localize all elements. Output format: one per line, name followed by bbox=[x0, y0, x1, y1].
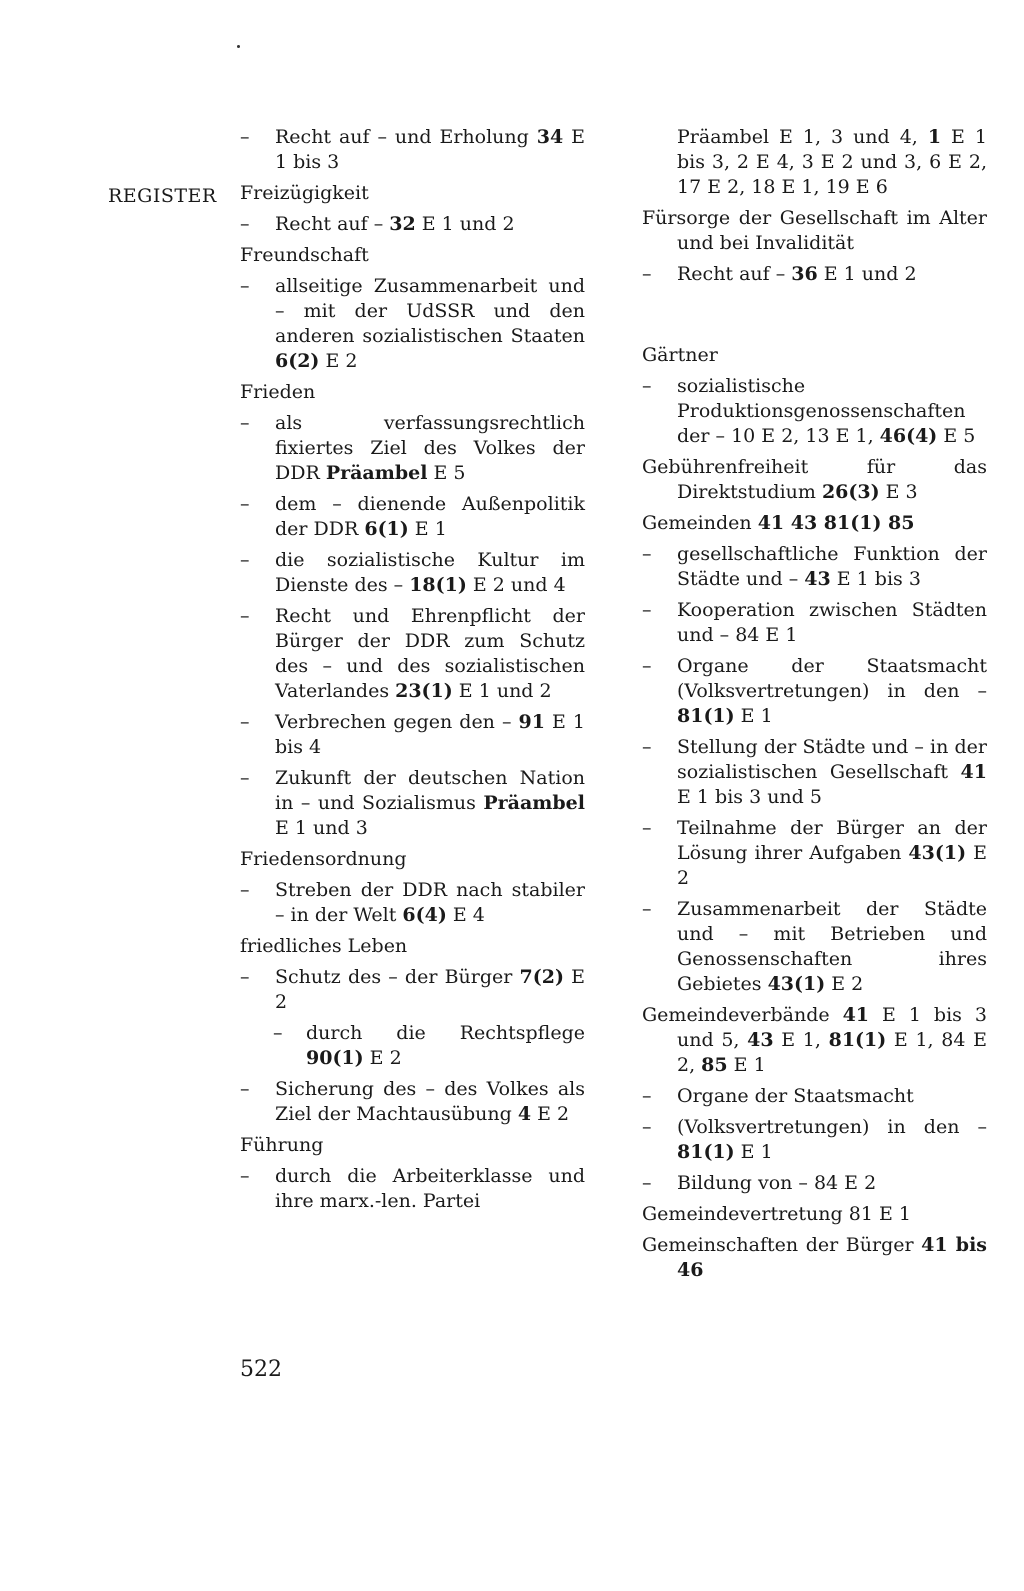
index-subentry bbox=[240, 548, 585, 598]
entry-text: sozialistische Produktionsgenossenschaften der – 10 E 2, 13 E 1, bbox=[677, 375, 966, 447]
index-heading bbox=[240, 934, 585, 959]
reference-bold: 1 bbox=[927, 126, 942, 148]
reference-bold: 81(1) bbox=[828, 1029, 887, 1051]
entry-text: Streben der DDR nach stabiler – in der Welt bbox=[275, 879, 585, 926]
index-subentry bbox=[642, 1084, 987, 1109]
entry-text: Recht auf – bbox=[677, 263, 792, 285]
entry-text: E 2 bbox=[319, 350, 358, 372]
page-number: 522 bbox=[240, 1357, 282, 1382]
index-subentry bbox=[240, 710, 585, 760]
entry-text: Gärtner bbox=[642, 344, 718, 366]
index-subentry bbox=[240, 411, 585, 486]
entry-text: E 1 bis 3 und 5, bbox=[677, 1004, 987, 1051]
entry-text: E 2 bbox=[531, 1103, 570, 1125]
entry-text: Freundschaft bbox=[240, 244, 369, 266]
register-label: REGISTER bbox=[108, 185, 217, 207]
index-subentry bbox=[240, 1021, 585, 1071]
entry-text: E 1, bbox=[773, 1029, 829, 1051]
entry-text: Zukunft der deutschen Nation in – und Sozialismus bbox=[275, 767, 585, 814]
entry-text: Friedensordnung bbox=[240, 848, 407, 870]
entry-text: durch die Arbeiterklasse und ihre marx.-len. Partei bbox=[275, 1165, 585, 1212]
entry-text: Freizügigkeit bbox=[240, 182, 369, 204]
right-column bbox=[642, 125, 987, 1289]
entry-text: Gemeinschaften der Bürger bbox=[642, 1234, 922, 1256]
entry-text: E 1 und 3 bbox=[275, 817, 368, 839]
index-subentry bbox=[240, 766, 585, 841]
reference-bold: 43 bbox=[804, 568, 831, 590]
entry-text: Verbrechen gegen den – bbox=[275, 711, 519, 733]
index-heading bbox=[642, 1233, 987, 1283]
entry-text: Gebührenfreiheit für das Direktstudium bbox=[642, 456, 987, 503]
reference-bold: 43(1) bbox=[908, 842, 967, 864]
index-heading bbox=[240, 380, 585, 405]
entry-text: Schutz des – der Bürger bbox=[275, 966, 520, 988]
index-subentry bbox=[240, 878, 585, 928]
entry-text: E 2 bbox=[275, 966, 585, 1013]
index-subentry bbox=[642, 1171, 987, 1196]
reference-bold: 6(4) bbox=[402, 904, 447, 926]
reference-bold: 23(1) bbox=[395, 680, 453, 702]
reference-bold: 7(2) bbox=[519, 966, 564, 988]
entry-text: E 1, 84 E 2, bbox=[677, 1029, 988, 1076]
entry-text: E 2 und 4 bbox=[466, 574, 566, 596]
entry-text: E 4 bbox=[446, 904, 485, 926]
index-heading bbox=[240, 181, 585, 206]
entry-text: E 2 bbox=[825, 973, 864, 995]
reference-bold: 90(1) bbox=[306, 1047, 364, 1069]
index-subentry bbox=[240, 1077, 585, 1127]
reference-bold: 41 bbox=[842, 1004, 870, 1026]
index-heading bbox=[240, 1133, 585, 1158]
index-heading bbox=[642, 206, 987, 256]
entry-text: E 2 bbox=[677, 842, 987, 889]
entry-text: E 1 bis 3, 2 E 4, 3 E 2 und 3, 6 E 2, 17 E 2, 18 E 1, 19 E 6 bbox=[677, 126, 988, 198]
index-heading bbox=[642, 1202, 987, 1227]
entry-text: gesellschaftliche Funktion der Städte und – bbox=[677, 543, 987, 590]
entry-text: Kooperation zwischen Städten und – 84 E 1 bbox=[677, 599, 987, 646]
index-subentry bbox=[240, 212, 585, 237]
index-continuation bbox=[642, 125, 987, 200]
entry-text: Recht auf – und Erholung bbox=[275, 126, 537, 148]
reference-bold: 6(1) bbox=[364, 518, 409, 540]
entry-text: E 3 bbox=[879, 481, 918, 503]
reference-bold: 26(3) bbox=[821, 481, 880, 503]
entry-text: E 1 bis 3 bbox=[275, 126, 585, 173]
entry-text: E 5 bbox=[427, 462, 466, 484]
entry-text: durch die Rechtspflege bbox=[306, 1022, 585, 1044]
reference-bold: 81(1) bbox=[677, 705, 735, 727]
entry-text: Führung bbox=[240, 1134, 324, 1156]
index-subentry bbox=[642, 1115, 987, 1165]
index-subentry bbox=[642, 262, 987, 287]
entry-text: Frieden bbox=[240, 381, 316, 403]
entry-text: Präambel E 1, 3 und 4, bbox=[677, 126, 928, 148]
index-heading bbox=[240, 847, 585, 872]
entry-text: die sozialistische Kultur im Dienste des – bbox=[275, 549, 585, 596]
entry-text: Teilnahme der Bürger an der Lösung ihrer Aufgaben bbox=[677, 817, 987, 864]
index-subentry bbox=[240, 965, 585, 1015]
reference-bold: 36 bbox=[791, 263, 818, 285]
index-subentry bbox=[642, 374, 987, 449]
entry-text: E 1 und 2 bbox=[817, 263, 917, 285]
entry-text: E 1 bbox=[734, 1141, 773, 1163]
entry-text: Gemeindevertretung 81 E 1 bbox=[642, 1203, 911, 1225]
entry-text: Recht und Ehrenpflicht der Bürger der DDR zum Schutz des – und des sozialistischen Vaterlandes bbox=[275, 605, 585, 702]
index-subentry bbox=[642, 735, 987, 810]
reference-bold: Präambel bbox=[325, 462, 428, 484]
entry-text: Zusammenarbeit der Städte und – mit Betrieben und Genossenschaften ihres Gebietes bbox=[677, 898, 987, 995]
entry-text: Organe der Staatsmacht bbox=[677, 1085, 914, 1107]
section-gap bbox=[642, 293, 987, 343]
entry-text: E 1 bbox=[727, 1054, 766, 1076]
speck-mark bbox=[237, 45, 240, 48]
entry-text: E 1 bis 3 bbox=[830, 568, 921, 590]
reference-bold: 43(1) bbox=[767, 973, 826, 995]
index-subentry bbox=[240, 604, 585, 704]
index-subentry bbox=[240, 492, 585, 542]
entry-text: friedliches Leben bbox=[240, 935, 408, 957]
reference-bold: 34 bbox=[536, 126, 564, 148]
index-heading bbox=[240, 243, 585, 268]
entry-text: E 1 bbox=[734, 705, 773, 727]
reference-bold: 46(4) bbox=[879, 425, 938, 447]
entry-text: E 1 bis 3 und 5 bbox=[677, 786, 822, 808]
entry-text: als verfassungsrechtlich fixiertes Ziel des Volkes der DDR bbox=[275, 412, 585, 484]
index-heading bbox=[642, 1003, 987, 1078]
entry-text: dem – dienende Außenpolitik der DDR bbox=[275, 493, 585, 540]
reference-bold: Präambel bbox=[483, 792, 585, 814]
index-subentry bbox=[240, 274, 585, 374]
reference-bold: 41 bis 46 bbox=[677, 1234, 987, 1281]
index-heading bbox=[642, 511, 987, 536]
left-column bbox=[240, 125, 585, 1220]
index-heading bbox=[642, 455, 987, 505]
index-subentry bbox=[642, 598, 987, 648]
reference-bold: 81(1) bbox=[677, 1141, 735, 1163]
entry-text: E 1 und 2 bbox=[415, 213, 515, 235]
entry-text: E 1 bbox=[408, 518, 447, 540]
index-subentry bbox=[240, 125, 585, 175]
index-subentry bbox=[642, 542, 987, 592]
reference-bold: 32 bbox=[389, 213, 416, 235]
entry-text: Gemeinden bbox=[642, 512, 758, 534]
entry-text: E 1 und 2 bbox=[452, 680, 552, 702]
entry-text: Sicherung des – des Volkes als Ziel der Machtausübung bbox=[275, 1078, 585, 1125]
entry-text: E 1 bis 4 bbox=[275, 711, 585, 758]
entry-text: Fürsorge der Gesellschaft im Alter und bei Invalidität bbox=[642, 207, 987, 254]
index-subentry bbox=[642, 654, 987, 729]
index-subentry bbox=[642, 897, 987, 997]
entry-text: Gemeindeverbände bbox=[642, 1004, 843, 1026]
entry-text: E 5 bbox=[937, 425, 976, 447]
reference-bold: 85 bbox=[701, 1054, 728, 1076]
entry-text: allseitige Zusammenarbeit und – mit der UdSSR und den anderen sozialistischen Staaten bbox=[275, 275, 585, 347]
index-heading bbox=[642, 343, 987, 368]
reference-bold: 41 bbox=[960, 761, 987, 783]
entry-text: (Volksvertretungen) in den – bbox=[677, 1116, 987, 1138]
reference-bold: 91 bbox=[518, 711, 545, 733]
entry-text: E 2 bbox=[363, 1047, 402, 1069]
index-subentry bbox=[240, 1164, 585, 1214]
reference-bold: 41 43 81(1) 85 bbox=[757, 512, 915, 534]
entry-text: Bildung von – 84 E 2 bbox=[677, 1172, 877, 1194]
entry-text: Recht auf – bbox=[275, 213, 390, 235]
reference-bold: 4 bbox=[517, 1103, 532, 1125]
reference-bold: 43 bbox=[747, 1029, 774, 1051]
entry-text: Stellung der Städte und – in der sozialistischen Gesellschaft bbox=[677, 736, 987, 783]
index-subentry bbox=[642, 816, 987, 891]
entry-text: Organe der Staatsmacht (Volksvertretungen) in den – bbox=[677, 655, 987, 702]
reference-bold: 6(2) bbox=[275, 350, 320, 372]
reference-bold: 18(1) bbox=[409, 574, 467, 596]
